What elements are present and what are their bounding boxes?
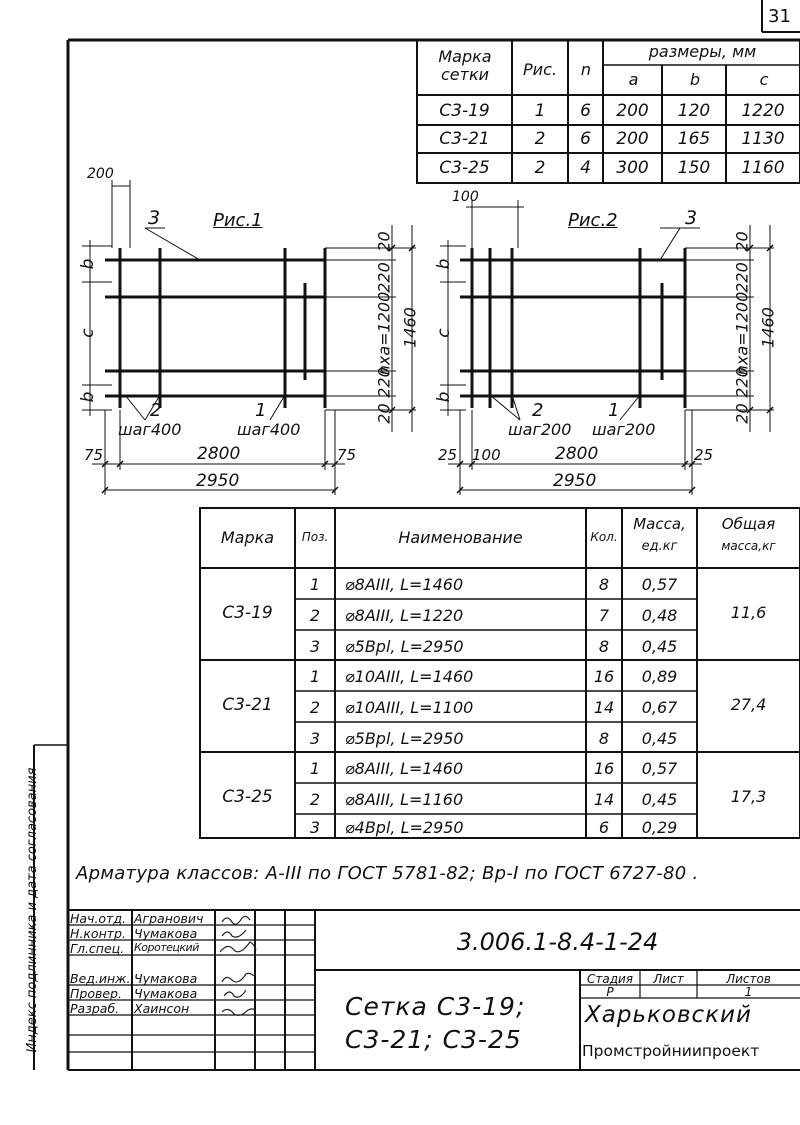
spec-group-mark: С3-21 [222,695,273,715]
org-name-line1: Харьковский [585,1002,752,1028]
mesh-table-header-b: b [689,70,701,89]
role-name: Чумакова [134,926,198,941]
spec-row-qty: 8 [598,637,610,656]
fig2-right-220a: 220 [732,262,752,293]
role-name: Хаинсон [134,1001,190,1016]
spec-row-name: ⌀10AIII, L=1460 [345,667,474,686]
spec-group-mark: С3-25 [222,787,273,807]
spec-row-mass: 0,89 [641,667,678,686]
spec-header-mass2: ед.кг [641,539,678,554]
role-label: Гл.спец. [70,941,125,956]
mesh-row-n: 6 [580,101,591,121]
spec-row-qty: 14 [593,790,615,809]
spec-row-mass: 0,57 [641,759,678,778]
doc-code: 3.006.1-8.4-1-24 [456,928,659,956]
spec-row-name: ⌀8AIII, L=1160 [345,790,464,809]
spec-header-total2: масса,кг [721,539,776,553]
spec-header-qty: Кол. [590,530,618,544]
fig2-side-b2: b [434,391,454,403]
fig1-right-20b: 20 [374,403,394,424]
mesh-row-n: 6 [580,129,591,149]
fig2-right-220b: 220 [732,367,752,398]
role-label: Вед.инж. [70,971,131,986]
spec-row-pos: 2 [309,698,321,717]
fig2-dim-top: 100 [452,189,479,205]
role-label: Разраб. [70,1001,120,1016]
role-name: Коротецкий [134,941,199,954]
fig1-step-left: шаг400 [118,420,182,439]
fig1-pos2: 2 [150,400,162,421]
mesh-table-header-n: n [580,60,592,79]
role-label: Н.контр. [70,926,126,941]
mesh-row-a: 300 [616,158,649,178]
spec-row-pos: 1 [309,759,321,778]
fig2-right-na: nxa=1200 [732,291,752,376]
sheets-value: 1 [744,985,753,999]
side-stamp: Индекс подлинника и дата согласования [25,767,40,1053]
spec-row-mass: 0,45 [641,790,678,809]
fig2-step-left: шаг200 [508,420,572,439]
fig2-pos3: 3 [685,207,698,229]
fig1-dim-75-left: 75 [84,446,104,464]
mesh-row-fig: 2 [534,158,546,178]
mesh-row-fig: 1 [534,101,546,121]
mesh-row-c: 1130 [741,129,785,149]
spec-row-qty: 7 [598,606,610,625]
spec-group-total: 17,3 [730,787,767,806]
spec-header-mark: Марка [220,528,275,547]
fig1-right-20a: 20 [374,231,394,252]
spec-row-pos: 1 [309,575,321,594]
mesh-row-a: 200 [616,129,649,149]
spec-row-qty: 8 [598,729,610,748]
fig1-dim-75-right: 75 [337,446,357,464]
mesh-row-mark: С3-25 [439,158,490,178]
fig1-pos3: 3 [148,207,161,229]
spec-header-name: Наименование [398,528,523,547]
fig2-dim-25-left: 25 [438,446,458,464]
fig2-right-20b: 20 [732,403,752,424]
role-name: Чумакова [134,971,198,986]
spec-row-mass: 0,57 [641,575,678,594]
spec-row-name: ⌀10AIII, L=1100 [345,698,474,717]
spec-group-total: 27,4 [730,695,767,714]
spec-row-pos: 3 [309,818,321,837]
mesh-table-header-dims: размеры, мм [648,42,757,61]
fig1-step-right: шаг400 [237,420,301,439]
fig2-right-1460: 1460 [758,307,778,348]
role-label: Провер. [70,986,122,1001]
fig1-title: Рис.1 [213,210,263,231]
spec-row-pos: 1 [309,667,321,686]
reinforcement-note: Арматура классов: A-III по ГОСТ 5781-82; Bp-I по ГОСТ 6727-80 . [76,863,699,884]
page-number: 31 [768,6,791,27]
spec-row-qty: 14 [593,698,615,717]
fig1-right-na: nxa=1200 [374,291,394,376]
stage-value: Р [606,985,614,999]
fig1-side-b1: b [78,258,98,270]
sheet-title-line2: С3-21; С3-25 [345,1025,522,1054]
spec-row-name: ⌀8AIII, L=1220 [345,606,464,625]
mesh-row-c: 1160 [741,158,785,178]
fig2-dim-2800: 2800 [555,444,599,464]
spec-header-mass1: Масса, [633,515,686,533]
fig1-side-b2: b [78,391,98,403]
mesh-row-b: 150 [677,158,711,178]
fig2-pos1: 1 [608,400,620,421]
mesh-row-fig: 2 [534,129,546,149]
fig1-dim-top: 200 [87,166,114,182]
mesh-table-header-a: a [628,70,639,89]
sheet-title-line1: Сетка С3-19; [345,992,526,1021]
fig2-pos2: 2 [532,400,544,421]
fig2-right-20a: 20 [732,231,752,252]
spec-row-mass: 0,29 [641,818,678,837]
spec-header-pos: Поз. [301,530,329,544]
fig1-right-220a: 220 [374,262,394,293]
spec-row-pos: 2 [309,790,321,809]
spec-group-mark: С3-19 [222,603,273,623]
fig2-step-right: шаг200 [592,420,656,439]
mesh-row-b: 120 [677,101,711,121]
spec-row-mass: 0,45 [641,637,678,656]
spec-row-name: ⌀8AIII, L=1460 [345,759,464,778]
mesh-row-b: 165 [677,129,711,149]
spec-row-mass: 0,45 [641,729,678,748]
spec-row-qty: 6 [598,818,610,837]
fig2-side-c: c [434,328,454,338]
role-name: Чумакова [134,986,198,1001]
fig2-side-b1: b [434,258,454,270]
mesh-row-mark: С3-21 [439,129,490,149]
fig1-side-c: c [78,328,98,338]
mesh-row-n: 4 [580,158,591,178]
spec-row-pos: 3 [309,637,321,656]
mesh-table-header-mark: Марка сетки [438,47,492,84]
fig1-dim-2950: 2950 [196,471,240,491]
org-name-line2: Промстройниипроект [582,1042,760,1060]
fig1-right-1460: 1460 [400,307,420,348]
sheet-label: Лист [653,972,684,986]
fig1-pos1: 1 [255,400,267,421]
spec-row-name: ⌀5Bpl, L=2950 [345,729,464,748]
spec-row-pos: 3 [309,729,321,748]
spec-row-name: ⌀8AIII, L=1460 [345,575,464,594]
spec-row-mass: 0,48 [641,606,678,625]
spec-row-qty: 16 [593,667,615,686]
mesh-table-header-c: c [759,70,769,89]
mesh-row-c: 1220 [741,101,785,121]
fig1-right-220b: 220 [374,367,394,398]
fig2-dim-2950: 2950 [553,471,597,491]
fig2-title: Рис.2 [568,210,618,231]
spec-row-name: ⌀5Bpl, L=2950 [345,637,464,656]
spec-row-qty: 8 [598,575,610,594]
mesh-row-a: 200 [616,101,649,121]
spec-row-pos: 2 [309,606,321,625]
fig2-dim-100: 100 [472,446,501,464]
fig1-dim-2800: 2800 [197,444,241,464]
spec-row-name: ⌀4Bpl, L=2950 [345,818,464,837]
spec-row-mass: 0,67 [641,698,678,717]
stage-label: Стадия [586,972,634,986]
spec-header-total1: Общая [721,515,776,533]
mesh-row-mark: С3-19 [439,101,490,121]
mesh-table-header-fig: Рис. [523,60,557,79]
role-label: Нач.отд. [70,911,126,926]
spec-group-total: 11,6 [730,603,767,622]
role-name: Агранович [134,911,204,926]
spec-row-qty: 16 [593,759,615,778]
fig2-dim-25-right: 25 [694,446,714,464]
sheets-label: Листов [726,972,771,986]
